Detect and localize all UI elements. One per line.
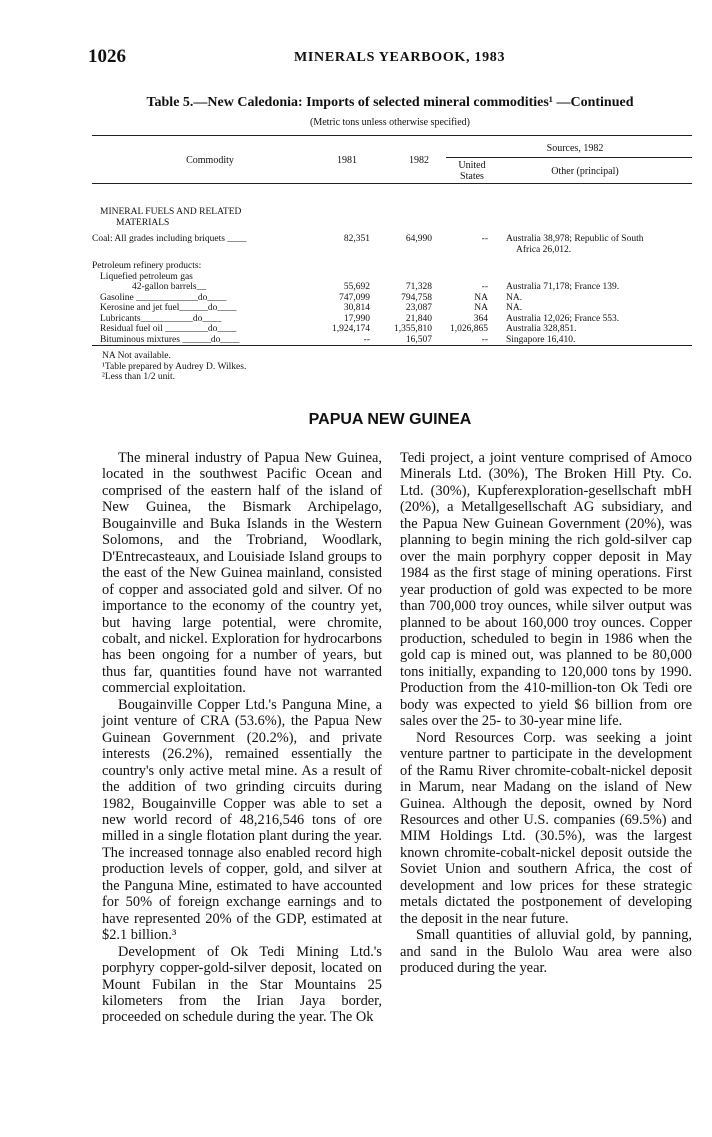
other-sources-cell: Singapore 16,410.: [506, 334, 576, 345]
page-number: 1026: [88, 46, 126, 67]
commodity-cell: MATERIALS: [116, 217, 170, 228]
value-1981-cell: 55,692: [343, 282, 370, 292]
commodity-cell: Bituminous mixtures ______do____: [100, 334, 240, 345]
body-paragraph: Nord Resources Corp. was seeking a joint venture partner to participate in the development of the Ramu River chromite-cobalt-nickel deposit in Marum, near Madang on the island of New Guinea. Although the deposit, owned by Nord Resources and other U.S. companies (69.5%) and MIM Holdings Ltd. (30.5%), was the largest known chromite-cobalt-nickel deposit outside the Soviet Union and southern Africa, the cost of development and low prices for these strategic metals dictated the postponement of developing the deposit in the near future.: [400, 729, 692, 927]
other-sources-cell: Australia 328,851.: [506, 324, 577, 334]
header-commodity: Commodity: [186, 155, 234, 166]
commodity-cell: Kerosine and jet fuel______do____: [100, 303, 237, 313]
table-title: Table 5.—New Caledonia: Imports of selected mineral commodities¹ —Continued: [146, 95, 634, 110]
commodity-cell: Petroleum refinery products:: [92, 261, 202, 271]
header-sources: Sources, 1982: [546, 143, 604, 154]
header-1982: 1982: [409, 155, 429, 166]
table-row: [92, 207, 692, 218]
commodity-cell: Coal: All grades including briquets ____: [92, 234, 247, 244]
sources-rule: [446, 157, 692, 158]
value-1981-cell: 747,099: [339, 292, 370, 303]
table-notes: [102, 351, 246, 383]
table-row: [92, 245, 692, 256]
commodity-cell: 42-gallon barrels__: [132, 282, 207, 292]
other-sources-cell: NA.: [506, 292, 523, 303]
other-sources-cell: Australia 12,026; France 553.: [506, 313, 620, 324]
united-states-cell: NA: [474, 292, 488, 303]
other-sources-cell: NA.: [506, 303, 523, 313]
commodity-cell: Lubricants___________do____: [100, 313, 222, 324]
value-1982-cell: 1,355,810: [394, 324, 432, 334]
table-subtitle: (Metric tons unless otherwise specified): [310, 117, 470, 128]
united-states-cell: --: [481, 282, 488, 292]
table-body: [92, 207, 692, 345]
other-sources-cell: Australia 38,978; Republic of South: [506, 234, 644, 244]
value-1982-cell: 23,087: [405, 303, 432, 313]
value-1981-cell: 17,990: [343, 313, 370, 324]
table-row: [92, 293, 692, 304]
commodity-cell: MINERAL FUELS AND RELATED: [100, 207, 242, 217]
value-1982-cell: 794,758: [401, 292, 432, 303]
body-paragraph: Tedi project, a joint venture comprised of Amoco Minerals Ltd. (30%), The Broken Hill Pty. Co. Ltd. (30%), Kupferexploration-gesellschaft mbH (20%), a Metallgesellschaft AG subsidiary, and the Papua New Guinean Government (20%), was planning to begin mining the rich gold-silver cap over the main porphyry copper deposit in May 1984 as the first stage of mining operations. First year production of gold was expected to be more than 700,000 troy ounces, while silver output was planned to be about 160,000 troy ounces. Copper production, scheduled to begin in 1986 when the gold cap is mined out, was planned to be 80,000 tons initially, expanding to 120,000 tons by 1990. Production from the 410-million-ton Ok Tedi ore body was expected to yield $6 billion from ore sales over the 25- to 30-year mine life.: [400, 450, 692, 730]
value-1982-cell: 21,840: [405, 313, 432, 324]
body-paragraph: Bougainville Copper Ltd.'s Panguna Mine, a joint venture of CRA (53.6%), the Papua New Guinean Government (20.2%), and private interests (26.2%), remained essentially the country's only active metal mine. As a result of the addition of two grinding circuits during 1982, Bougainville Copper was able to set a new world record of 48,216,546 tons of ore milled in a single flotation plant during the year. The increased tonnage also enabled record high production levels of copper, gold, and silver at the Panguna Mine, estimated to have accounted for 50% of foreign exchange earnings and to have represented 20% of the GDP, estimated at $2.1 billion.³: [102, 696, 382, 944]
value-1981-cell: 82,351: [343, 234, 370, 244]
section-heading: PAPUA NEW GUINEA: [308, 411, 472, 428]
table-note: NA Not available.: [102, 351, 171, 361]
commodity-cell: Gasoline _____________do____: [100, 292, 227, 303]
table-row: [92, 261, 692, 272]
table-row: [92, 303, 692, 314]
page-header: [88, 46, 688, 68]
table-row: [92, 218, 692, 229]
united-states-cell: --: [481, 234, 488, 244]
other-sources-cell: Africa 26,012.: [516, 244, 572, 255]
table-row: [92, 324, 692, 335]
table-row: [92, 282, 692, 293]
value-1981-cell: 30,814: [343, 303, 370, 313]
table-row: [92, 272, 692, 283]
body-paragraph: The mineral industry of Papua New Guinea, located in the southwest Pacific Ocean and comprised of the eastern half of the island of New Guinea, the Bismark Archipelago, Bougainville and Buka Islands in the Western Solomons, and the Trobriand, Woodlark, D'Entrecasteaux, and Louisiade Island groups to the east of the New Guinea mainland, consisted of copper and associated gold and silver. Of no importance to the economy of the country yet, but having large potential, were chromite, cobalt, and nickel. Exploration for hydrocarbons has been ongoing for a number of years, but thus far, quantities found have not warranted commercial exploitation.: [102, 450, 382, 697]
united-states-cell: NA: [474, 303, 488, 313]
table-bottom-rule: [92, 345, 692, 346]
right-text-column: [400, 450, 692, 977]
running-title: MINERALS YEARBOOK, 1983: [294, 50, 506, 65]
commodity-cell: Residual fuel oil _________do____: [100, 324, 237, 334]
value-1982-cell: 71,328: [405, 282, 432, 292]
body-paragraph: Small quantities of alluvial gold, by panning, and sand in the Bulolo Wau area were also produced during the year.: [400, 927, 692, 977]
commodity-cell: Liquefied petroleum gas: [100, 271, 193, 282]
table-row: [92, 234, 692, 245]
table-row: [92, 314, 692, 325]
united-states-cell: --: [481, 334, 488, 345]
table-row: [92, 335, 692, 346]
value-1982-cell: 16,507: [405, 334, 432, 345]
header-1981: 1981: [337, 155, 357, 166]
table-note: ²Less than 1/2 unit.: [102, 372, 176, 382]
value-1981-cell: --: [363, 334, 370, 345]
table-note: ¹Table prepared by Audrey D. Wilkes.: [102, 361, 247, 372]
body-paragraph: Development of Ok Tedi Mining Ltd.'s porphyry copper-gold-silver deposit, located on Mount Fubilan in the Star Mountains 25 kilometers from the Irian Jaya border, proceeded on schedule during the year. The Ok: [102, 943, 382, 1026]
header-united-states: United States: [458, 160, 486, 182]
header-other-principal: Other (principal): [551, 166, 619, 177]
other-sources-cell: Australia 71,178; France 139.: [506, 282, 620, 292]
table-top-rule: [92, 135, 692, 136]
value-1982-cell: 64,990: [405, 234, 432, 244]
left-text-column: [102, 450, 382, 1026]
header-bottom-rule: [92, 183, 692, 184]
united-states-cell: 1,026,865: [450, 324, 488, 334]
united-states-cell: 364: [473, 313, 488, 324]
value-1981-cell: 1,924,174: [332, 324, 370, 334]
